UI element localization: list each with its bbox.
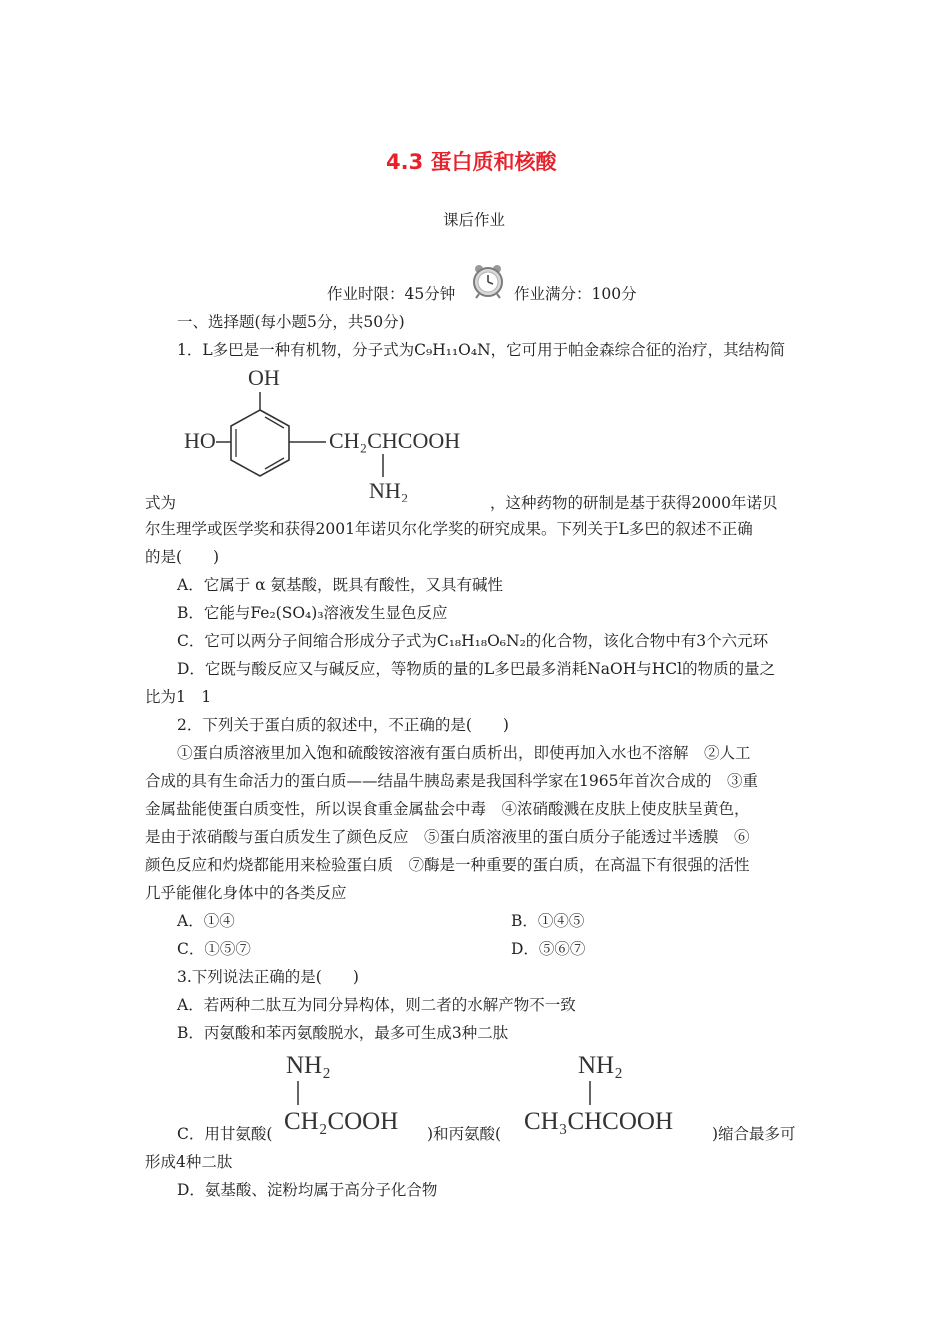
- q3-option-a: A．若两种二肽互为同分异构体，则二者的水解产物不一致: [177, 996, 576, 1014]
- q3-option-d: D．氨基酸、淀粉均属于高分子化合物: [177, 1181, 438, 1199]
- q1-option-b: B．它能与Fe₂(SO₄)₃溶液发生显色反应: [177, 604, 448, 622]
- q1-suffix: ，这种药物的研制是基于获得2000年诺贝: [490, 494, 778, 512]
- q3-option-c-end: )缩合最多可: [712, 1125, 796, 1143]
- q1-line3: 尔生理学或医学奖和获得2001年诺贝尔化学奖的研究成果。下列关于L多巴的叙述不正确: [145, 520, 753, 538]
- q2-body-line: ①蛋白质溶液里加入饱和硫酸铵溶液有蛋白质析出，即使再加入水也不溶解 ②人工: [177, 744, 751, 762]
- q1-option-d-cont: 比为1 1: [145, 688, 212, 706]
- q3-option-c-start: C．用甘氨酸(: [177, 1125, 273, 1143]
- glycine-amino: NH₂: [286, 1052, 331, 1079]
- oh-group: OH: [248, 365, 280, 390]
- side-chain: CH₂CHCOOH: [329, 428, 461, 453]
- page-title: 4.3 蛋白质和核酸: [386, 150, 557, 174]
- q2-stem: 2．下列关于蛋白质的叙述中，不正确的是( ): [177, 716, 509, 734]
- full-score: 作业满分：100分: [514, 285, 637, 303]
- q1-option-c: C．它可以两分子间缩合形成分子式为C₁₈H₁₈O₆N₂的化合物，该化合物中有3个六元环: [177, 632, 769, 650]
- glycine-chain: CH₂COOH: [284, 1108, 399, 1135]
- q1-prefix: 式为: [145, 494, 177, 512]
- l-dopa-structure: [176, 362, 496, 502]
- q2-option-a: A．①④: [177, 912, 235, 930]
- time-limit: 作业时限：45分钟: [327, 285, 456, 303]
- q3-option-c-cont: 形成4种二肽: [145, 1153, 233, 1171]
- q1-option-a: A．它属于 α 氨基酸，既具有酸性，又具有碱性: [177, 576, 504, 594]
- amino-group: NH₂: [369, 478, 409, 502]
- q1-line4: 的是( ): [145, 548, 220, 566]
- q1-option-d: D．它既与酸反应又与碱反应，等物质的量的L多巴最多消耗NaOH与HCl的物质的量之: [177, 660, 776, 678]
- alanine-structure: [520, 1043, 720, 1138]
- q3-stem: 3.下列说法正确的是( ): [177, 968, 359, 986]
- q2-body-line: 是由于浓硝酸与蛋白质发生了颜色反应 ⑤蛋白质溶液里的蛋白质分子能透过半透膜 ⑥: [145, 828, 750, 846]
- section-heading: 一、选择题(每小题5分，共50分): [177, 313, 405, 331]
- q3-option-c-mid: )和丙氨酸(: [427, 1125, 502, 1143]
- ho-group: HO: [184, 428, 216, 453]
- alanine-chain: CH₃CHCOOH: [524, 1108, 674, 1135]
- q2-body-line: 合成的具有生命活力的蛋白质——结晶牛胰岛素是我国科学家在1965年首次合成的 ③重: [145, 772, 758, 790]
- q2-body-line: 几乎能催化身体中的各类反应: [145, 884, 347, 902]
- glycine-structure: [280, 1043, 430, 1138]
- q2-body-line: 颜色反应和灼烧都能用来检验蛋白质 ⑦酶是一种重要的蛋白质，在高温下有很强的活性: [145, 856, 750, 874]
- q3-option-b: B．丙氨酸和苯丙氨酸脱水，最多可生成3种二肽: [177, 1024, 509, 1042]
- alanine-amino: NH₂: [578, 1052, 623, 1079]
- q2-option-b: B．①④⑤: [511, 912, 585, 930]
- q2-body-line: 金属盐能使蛋白质变性，所以误食重金属盐会中毒 ④浓硝酸溅在皮肤上使皮肤呈黄色，: [145, 800, 750, 818]
- q2-option-d: D．⑤⑥⑦: [511, 940, 586, 958]
- q1-line1: 1．L多巴是一种有机物，分子式为C₉H₁₁O₄N，它可用于帕金森综合征的治疗，其结构简: [177, 341, 786, 359]
- q2-option-c: C．①⑤⑦: [177, 940, 251, 958]
- alarm-clock-icon: [470, 263, 506, 303]
- page-subtitle: 课后作业: [443, 211, 506, 229]
